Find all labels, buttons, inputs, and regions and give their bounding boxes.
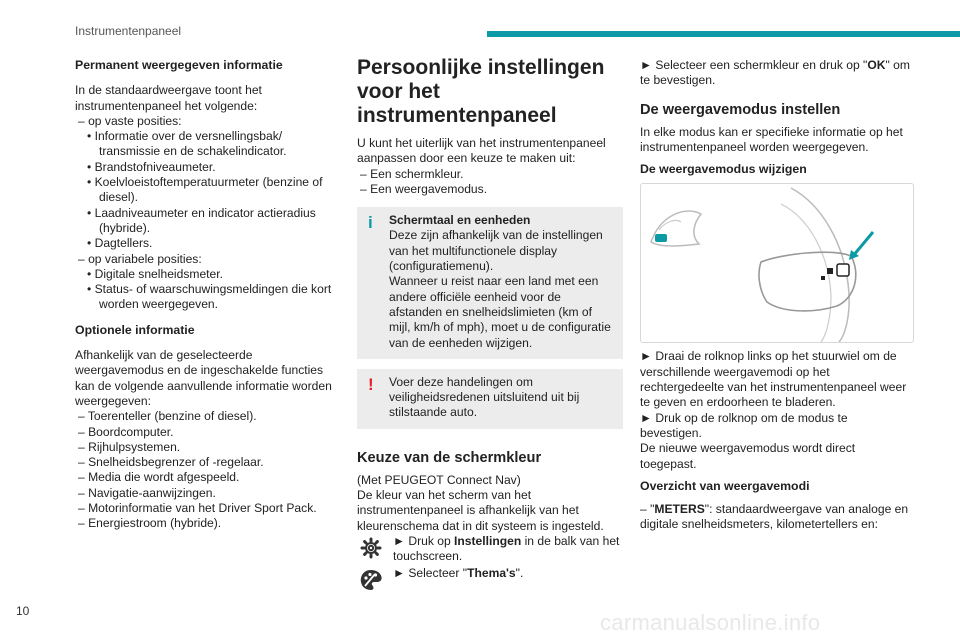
meters-suffix: ": standaardweergave van analoge en digitale snelheidsmeters, kilometertellers en:	[640, 502, 909, 532]
paragraph-optional: Afhankelijk van de geselecteerde weergavemodus en de ingeschakelde functies kan de volgende aanvullende informatie worden weergegeven:	[75, 348, 332, 408]
info-note-text: Deze zijn afhankelijk van de instellingen van het multifunctionele display (configuratiemenu).	[389, 228, 603, 274]
list-item: • Koelvloeistoftemperatuurmeter (benzine of diesel).	[87, 175, 323, 205]
instruction-turn-wheel: ► Draai de rolknop links op het stuurwiel om de verschillende weergavemodi op het rechtergedeelte van het instrumentenpaneel weer te geven en erdoorheen te bladeren.	[640, 349, 907, 410]
list-item: – Rijhulpsystemen.	[78, 439, 181, 454]
list-item: – Snelheidsbegrenzer of -regelaar.	[78, 455, 264, 470]
list-item: • Dagtellers.	[87, 236, 153, 251]
paragraph-permanent: In de standaardweergave toont het instrumentenpaneel het volgende:	[75, 83, 262, 113]
meters-mode-item	[640, 502, 910, 533]
paragraph-result: De nieuwe weergavemodus wordt direct toegepast.	[640, 441, 856, 471]
warning-note-text: Voer deze handelingen om veiligheidsredenen uitsluitend uit bij stilstaande auto.	[389, 374, 580, 420]
warning-icon: !	[368, 374, 374, 394]
info-note-text-2: Wanneer u reist naar een land met een andere officiële eenheid voor de afstanden en snelheidslimieten (km of mijl, km/h of mph), moet u de configuratie van de eenheden wijzigen.	[389, 274, 611, 350]
info-note-title: Schermtaal en eenheden	[389, 213, 531, 228]
left-thumbwheel-highlight	[655, 234, 667, 242]
list-item: – Media die wordt afgespeeld.	[78, 470, 240, 485]
step-confirm-color	[640, 58, 910, 89]
list-item: – Toerenteller (benzine of diesel).	[78, 409, 257, 424]
list-item: • Status- of waarschuwingsmeldingen die kort worden weergegeven.	[87, 282, 332, 312]
heading-optional-info: Optionele informatie	[75, 322, 195, 337]
list-item: – Energiestroom (hybride).	[78, 516, 222, 531]
heading-change-mode: De weergavemodus wijzigen	[640, 162, 807, 177]
step2-suffix: ".	[515, 565, 524, 580]
settings-gear-icon	[357, 534, 385, 562]
list-item: – Boordcomputer.	[78, 424, 174, 439]
list-item: – Een schermkleur.	[360, 166, 464, 181]
list-item: – Navigatie-aanwijzingen.	[78, 485, 216, 500]
step1-prefix: ► Druk op	[393, 533, 455, 548]
heading-screen-color: Keuze van de schermkleur	[357, 449, 542, 466]
info-icon: i	[368, 213, 373, 233]
page-number: 10	[16, 604, 30, 618]
list-item: • Informatie over de versnellingsbak/ transmissie en de schakelindicator.	[87, 129, 287, 159]
variable-positions-label: – op variabele posities:	[78, 251, 202, 266]
ok-keyword: OK	[867, 58, 886, 72]
step-themes	[357, 566, 623, 598]
heading-display-mode: De weergavemodus instellen	[640, 101, 841, 118]
themes-palette-icon	[357, 566, 385, 594]
paragraph-color: De kleur van het scherm van het instrumentenpaneel is afhankelijk van het kleurenschema dat in dit systeem is ingesteld.	[357, 488, 604, 533]
list-item: • Laadniveaumeter en indicator actieradius (hybride).	[87, 205, 316, 235]
steering-wheel-diagram	[640, 183, 914, 343]
instruction-press-wheel: ► Druk op de rolknop om de modus te bevestigen.	[640, 410, 848, 440]
column-3	[640, 58, 910, 533]
heading-modes-overview: Overzicht van weergavemodi	[640, 478, 810, 493]
column-2	[357, 58, 623, 598]
paragraph-intro: U kunt het uiterlijk van het instrumentenpaneel aanpassen door een keuze te maken uit:	[357, 136, 606, 166]
step-settings	[357, 534, 623, 566]
paragraph-connect-nav: (Met PEUGEOT Connect Nav)	[357, 472, 521, 487]
section-title: Persoonlijke instellingen voor het instrumentenpaneel	[357, 56, 605, 127]
step2-keyword: Thema's	[467, 565, 516, 580]
running-header: Instrumentenpaneel	[75, 24, 182, 38]
paragraph-mode: In elke modus kan er specifieke informatie op het instrumentenpaneel worden weergegeven.	[640, 124, 903, 154]
step1-suffix: in de balk van het touchscreen.	[393, 533, 620, 564]
step-suffix: " om te bevestigen.	[640, 58, 910, 88]
list-item: – Een weergavemodus.	[360, 181, 488, 196]
meters-prefix: – "	[640, 502, 655, 517]
step-prefix: ► Selecteer een schermkleur en druk op "	[640, 58, 868, 72]
column-1	[75, 58, 337, 532]
thumbwheel-icon	[837, 264, 849, 276]
info-note	[357, 207, 623, 359]
step2-prefix: ► Selecteer "	[393, 565, 468, 580]
fixed-positions-label: – op vaste posities:	[78, 113, 182, 128]
list-item: • Digitale snelheidsmeter.	[87, 266, 223, 281]
meters-keyword: METERS	[654, 502, 705, 517]
list-item: • Brandstofniveaumeter.	[87, 159, 216, 174]
watermark: carmanualsonline.info	[600, 610, 821, 635]
list-item: – Motorinformatie van het Driver Sport Pack.	[78, 501, 317, 516]
header-accent-bar	[487, 31, 960, 37]
warning-note	[357, 369, 623, 429]
step1-keyword: Instellingen	[454, 533, 522, 548]
heading-permanent-info: Permanent weergegeven informatie	[75, 58, 283, 72]
